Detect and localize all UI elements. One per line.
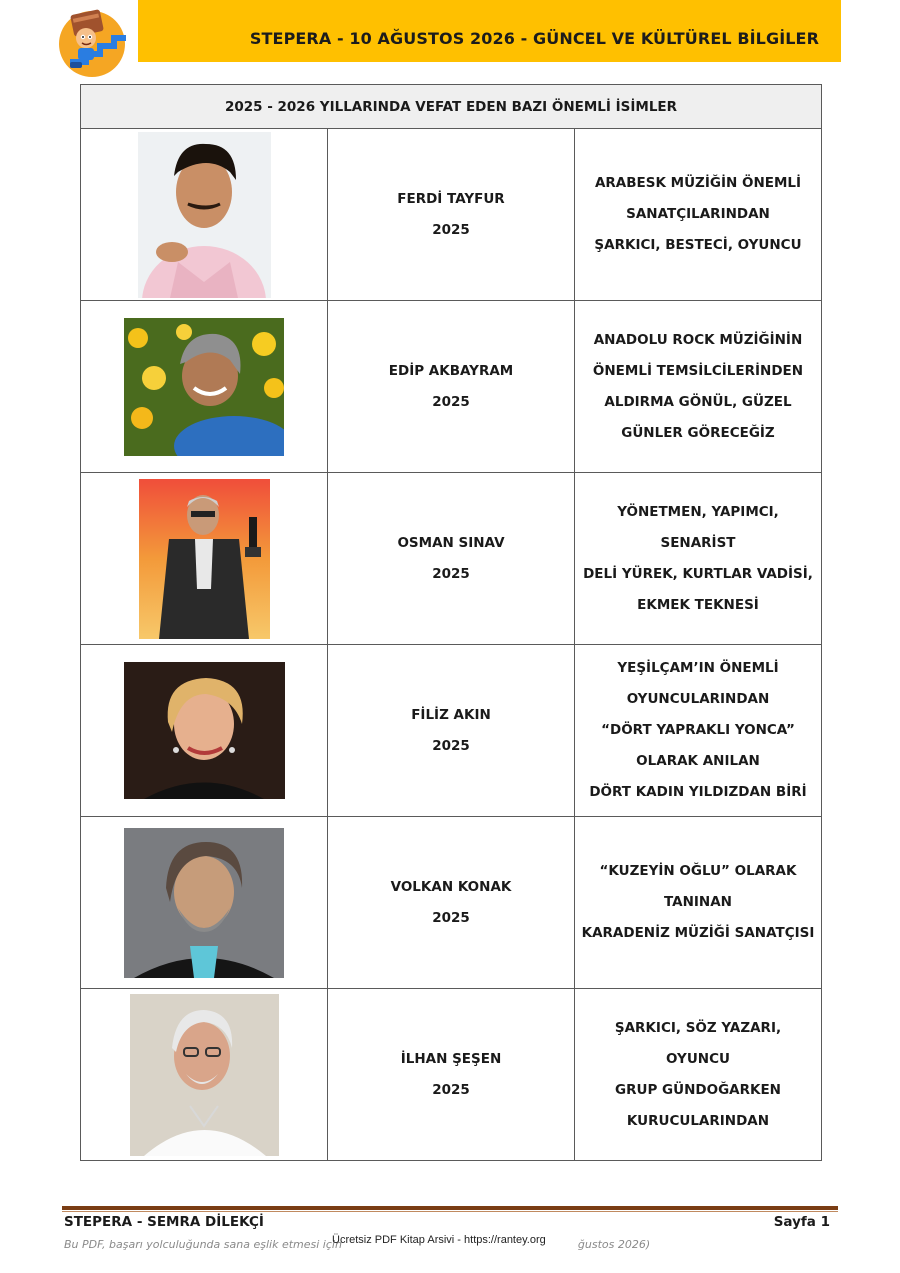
footer-author: STEPERA - SEMRA DİLEKÇİ — [64, 1214, 264, 1230]
name-cell — [328, 817, 575, 989]
description-cell — [575, 817, 822, 989]
description-line: ŞARKICI, BESTECİ, OYUNCU — [594, 237, 802, 253]
description-line: ALDIRMA GÖNÜL, GÜZEL GÜNLER GÖRECEĞİZ — [604, 393, 792, 441]
portrait-photo — [124, 828, 284, 978]
table-row — [81, 989, 822, 1161]
person-name: FİLİZ AKIN — [411, 706, 491, 723]
page-number: Sayfa 1 — [773, 1214, 830, 1230]
name-cell — [328, 129, 575, 301]
portrait-photo — [139, 479, 270, 639]
description-line: ANADOLU ROCK MÜZİĞİNİN — [593, 331, 803, 348]
footer-note-end: ğustos 2026) — [577, 1238, 651, 1251]
name-cell — [328, 645, 575, 817]
deceased-table — [80, 84, 822, 1161]
person-year: 2025 — [432, 393, 470, 410]
person-name: EDİP AKBAYRAM — [388, 362, 514, 379]
description-line: DÖRT KADIN YILDIZDAN BİRİ — [589, 784, 807, 800]
table-row — [81, 129, 822, 301]
person-year: 2025 — [432, 909, 470, 926]
description-line: ARABESK MÜZİĞİN ÖNEMLİ SANATÇILARINDAN — [594, 175, 802, 222]
description-line: ŞARKICI, SÖZ YAZARI, OYUNCU — [614, 1019, 782, 1067]
header-title: STEPERA - 10 AĞUSTOS 2026 - GÜNCEL VE KÜLTÜREL BİLGİLER — [249, 28, 819, 48]
description-cell — [575, 473, 822, 645]
photo-cell — [81, 473, 328, 645]
header-bar — [138, 0, 841, 62]
name-cell — [328, 989, 575, 1161]
person-name: FERDİ TAYFUR — [397, 190, 505, 207]
person-year: 2025 — [432, 565, 470, 582]
stepera-logo — [56, 4, 132, 80]
description-line: YÖNETMEN, YAPIMCI, SENARİST — [617, 503, 779, 551]
description-cell — [575, 301, 822, 473]
portrait-photo — [130, 994, 279, 1156]
name-cell — [328, 473, 575, 645]
photo-cell — [81, 989, 328, 1161]
description-cell — [575, 129, 822, 301]
person-name: OSMAN SINAV — [397, 534, 505, 551]
portrait-photo — [124, 318, 284, 456]
watermark-link[interactable]: Ücretsiz PDF Kitap Arsivi - https://rantey.org — [332, 1234, 546, 1246]
description-line: DELİ YÜREK, KURTLAR VADİSİ, EKMEK TEKNESİ — [583, 565, 813, 613]
person-year: 2025 — [432, 737, 470, 754]
table-row — [81, 473, 822, 645]
description-cell — [575, 989, 822, 1161]
portrait-photo — [138, 132, 271, 298]
photo-cell — [81, 645, 328, 817]
photo-cell — [81, 817, 328, 989]
description-line: KARADENİZ MÜZİĞİ SANATÇISI — [581, 925, 815, 941]
table-row — [81, 301, 822, 473]
table-title: 2025 - 2026 YILLARINDA VEFAT EDEN BAZI ÖNEMLİ İSİMLER — [81, 85, 822, 129]
footer-note-start: Bu PDF, başarı yolculuğunda sana eşlik etmesi için — [64, 1238, 342, 1251]
portrait-photo — [124, 662, 285, 799]
photo-cell — [81, 129, 328, 301]
table-row — [81, 645, 822, 817]
person-name: VOLKAN KONAK — [390, 878, 512, 895]
person-year: 2025 — [432, 221, 470, 238]
description-line: KURUCULARINDAN — [626, 1112, 770, 1129]
person-year: 2025 — [432, 1081, 470, 1098]
description-line: GRUP GÜNDOĞARKEN — [615, 1081, 781, 1098]
description-line: YEŞİLÇAM’IN ÖNEMLİ OYUNCULARINDAN — [617, 660, 779, 707]
description-line: ÖNEMLİ TEMSİLCİLERİNDEN — [592, 362, 804, 379]
description-line: “KUZEYİN OĞLU” OLARAK TANINAN — [599, 863, 797, 910]
footer-divider — [62, 1206, 838, 1210]
description-cell — [575, 645, 822, 817]
description-line: “DÖRT YAPRAKLI YONCA” OLARAK ANILAN — [601, 722, 795, 769]
table-row — [81, 817, 822, 989]
footer-divider-thin — [62, 1211, 838, 1212]
person-name: İLHAN ŞEŞEN — [400, 1050, 502, 1067]
name-cell — [328, 301, 575, 473]
photo-cell — [81, 301, 328, 473]
